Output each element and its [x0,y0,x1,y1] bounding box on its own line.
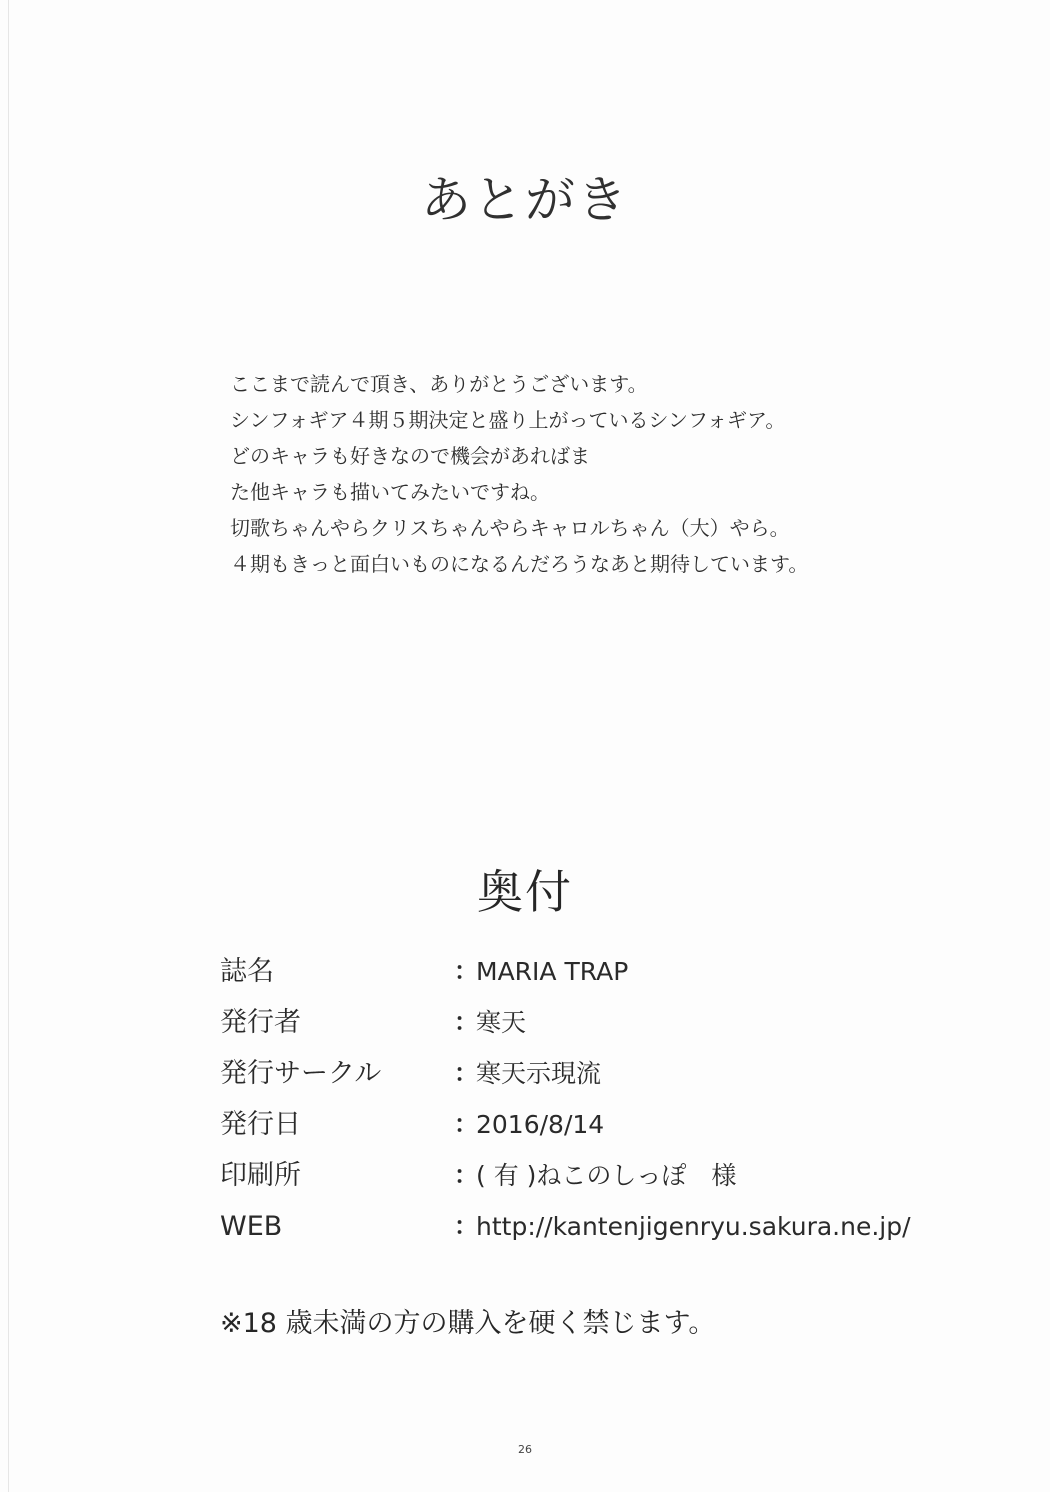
colophon-row-title [220,946,1020,997]
page-number: 26 [518,1443,532,1456]
afterword-line: シンフォギア４期５期決定と盛り上がっているシンフォギア。 [230,408,786,432]
colophon-separator: ： [454,1212,478,1240]
colophon-row-circle [220,1048,1020,1099]
age-restriction-notice: ※18 歳未満の方の購入を硬く禁じます。 [220,1308,716,1339]
afterword-line: ここまで読んで頂き、ありがとうございます。 [230,372,648,396]
colophon-row-date [220,1099,1020,1150]
colophon-label: 発行者 [220,1007,301,1038]
web-url: http://kantenjigenryu.sakura.ne.jp/ [476,1212,911,1241]
colophon-row-web [220,1201,1020,1252]
colophon-value: MARIA TRAP [476,957,629,986]
colophon-row-printer [220,1150,1020,1201]
colophon-separator: ： [454,1161,478,1189]
afterword-body [230,366,1010,582]
colophon-label: 誌名 [220,956,274,987]
colophon-label: WEB [220,1211,283,1242]
colophon-separator: ： [454,1110,478,1138]
afterword-line: どのキャラも好きなので機会があればま [230,444,590,468]
colophon-value: 寒天 [476,1008,527,1037]
colophon-title: 奥付 [477,865,573,919]
colophon-label: 発行サークル [220,1058,382,1089]
afterword-title: あとがき [421,171,629,229]
colophon-value: ( 有 )ねこのしっぽ 様 [476,1161,737,1190]
colophon-separator: ： [454,1008,478,1036]
colophon-table [220,946,1020,1252]
colophon-value: 2016/8/14 [476,1110,605,1139]
colophon-label: 発行日 [220,1109,301,1140]
afterword-line: た他キャラも描いてみたいですね。 [230,480,550,504]
colophon-value: 寒天示現流 [476,1059,602,1088]
afterword-line: ４期もきっと面白いものになるんだろうなあと期待しています。 [230,552,809,576]
colophon-separator: ： [454,1059,478,1087]
colophon-row-publisher [220,997,1020,1048]
colophon-label: 印刷所 [220,1160,301,1191]
colophon-separator: ： [454,957,478,985]
afterword-line: 切歌ちゃんやらクリスちゃんやらキャロルちゃん（大）やら。 [230,516,790,540]
